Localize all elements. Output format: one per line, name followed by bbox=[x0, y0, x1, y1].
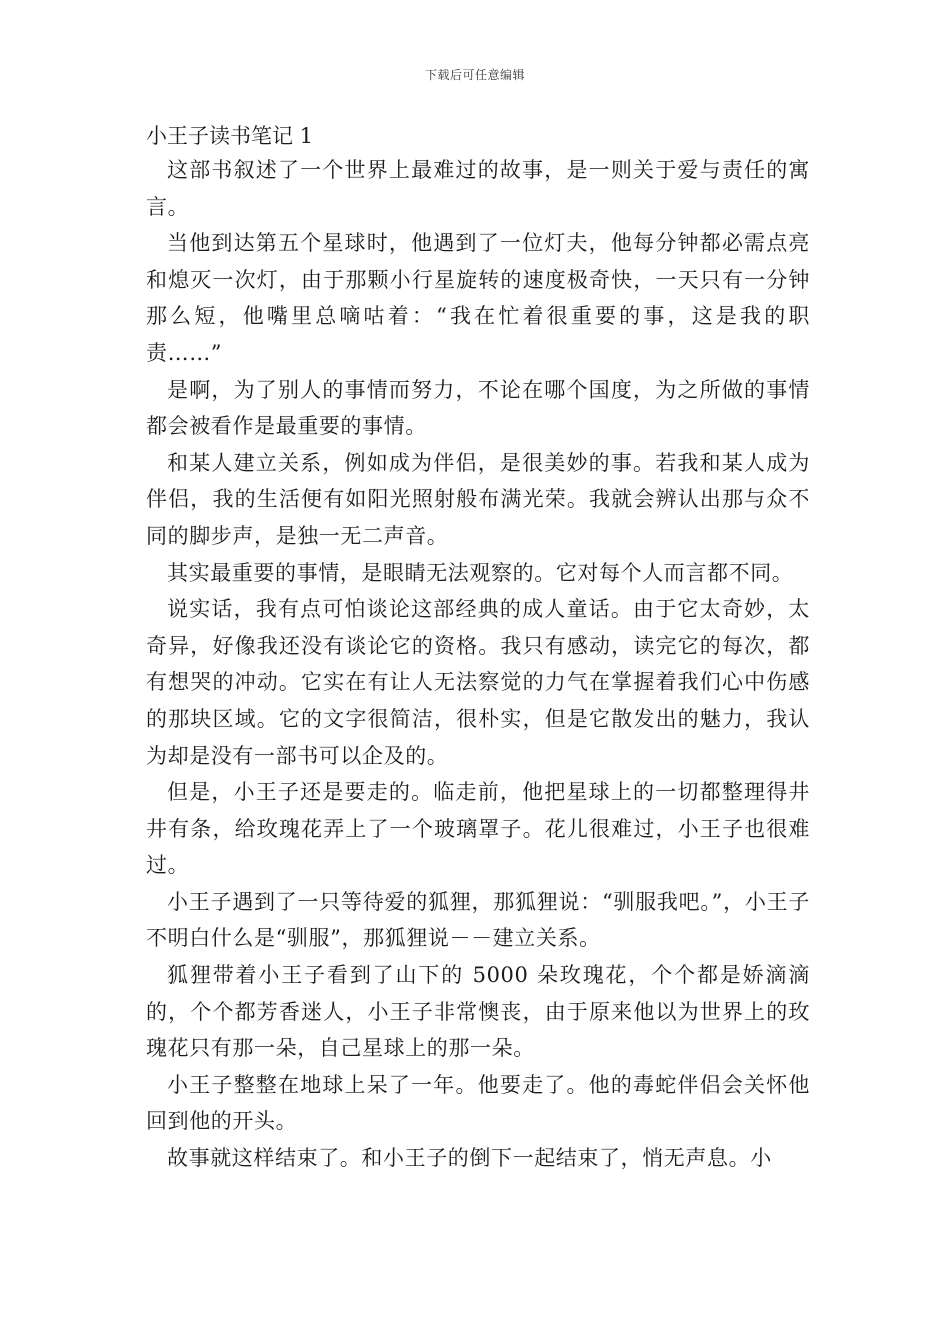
paragraph: 但是，小王子还是要走的。临走前，他把星球上的一切都整理得井井有条，给玫瑰花弄上了一个玻璃罩子。花儿很难过，小王子也很难过。 bbox=[146, 780, 810, 878]
paragraph: 其实最重要的事情，是眼睛无法观察的。它对每个人而言都不同。 bbox=[167, 560, 794, 585]
document-title: 小王子读书笔记 1 bbox=[146, 124, 314, 148]
paragraph: 故事就这样结束了。和小王子的倒下一起结束了，悄无声息。小 bbox=[167, 1146, 772, 1171]
paragraph: 是啊，为了别人的事情而努力，不论在哪个国度，为之所做的事情都会被看作是最重要的事情。 bbox=[146, 377, 810, 439]
paragraph: 和某人建立关系，例如成为伴侣，是很美妙的事。若我和某人成为伴侣，我的生活便有如阳光照射般布满光荣。我就会辨认出那与众不同的脚步声，是独一无二声音。 bbox=[146, 450, 810, 548]
paragraph: 狐狸带着小王子看到了山下的 5000 朵玫瑰花，个个都是娇滴滴的，个个都芳香迷人，小王子非常懊丧，由于原来他以为世界上的玫瑰花只有那一朵，自己星球上的那一朵。 bbox=[146, 963, 810, 1061]
document-body bbox=[146, 120, 810, 1177]
page-header: 下载后可任意编辑 bbox=[424, 68, 525, 82]
paragraph: 小王子遇到了一只等待爱的狐狸，那狐狸说：“驯服我吧。”，小王子不明白什么是“驯服”，那狐狸说－－建立关系。 bbox=[146, 889, 810, 951]
paragraph: 这部书叙述了一个世界上最难过的故事，是一则关于爱与责任的寓言。 bbox=[146, 158, 810, 219]
paragraph: 小王子整整在地球上呆了一年。他要走了。他的毒蛇伴侣会关怀他回到他的开头。 bbox=[146, 1072, 810, 1134]
paragraph: 当他到达第五个星球时，他遇到了一位灯夫，他每分钟都必需点亮和熄灭一次灯，由于那颗小行星旋转的速度极奇快，一天只有一分钟那么短，他嘴里总嘀咕着：“我在忙着很重要的事，这是我的职责……” bbox=[146, 231, 810, 365]
paragraph: 说实话，我有点可怕谈论这部经典的成人童话。由于它太奇妙，太奇异，好像我还没有谈论它的资格。我只有感动，读完它的每次，都有想哭的冲动。它实在有让人无法察觉的力气在掌握着我们心中伤感的那块区域。它的文字很简洁，很朴实，但是它散发出的魅力，我认为却是没有一部书可以企及的。 bbox=[146, 597, 810, 768]
